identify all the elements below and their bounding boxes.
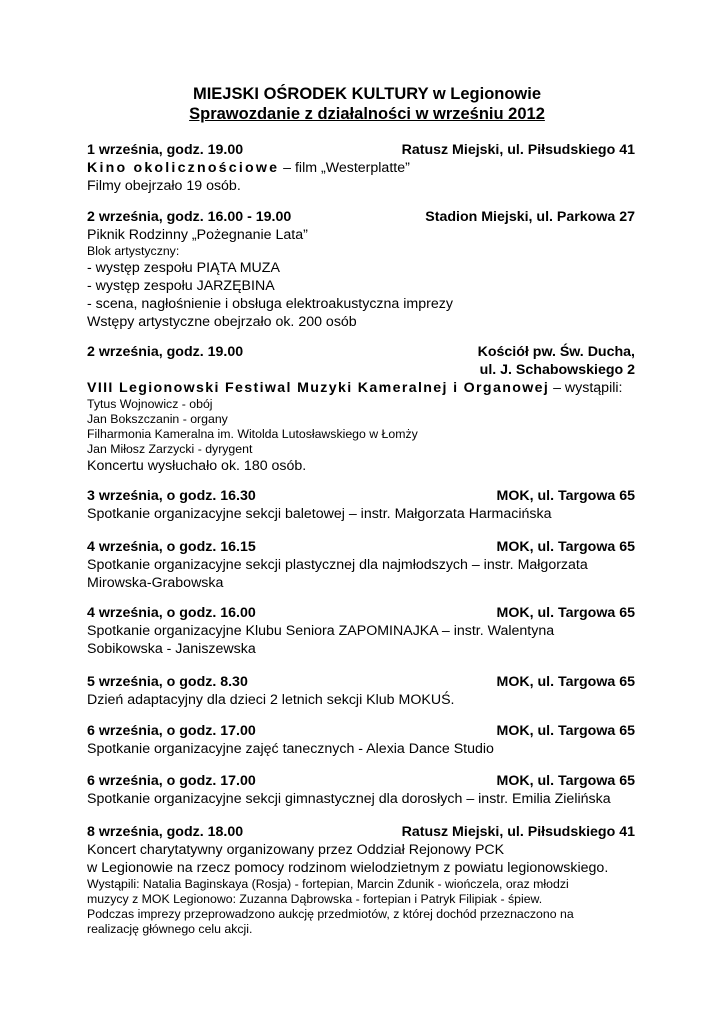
event-text-line: Spotkanie organizacyjne sekcji plastycznej dla najmłodszych – instr. Małgorzata	[87, 557, 588, 573]
event-small-line: Blok artystyczny:	[87, 244, 180, 258]
event-title-suffix: – wystąpili:	[549, 380, 623, 396]
event-entry	[87, 538, 635, 592]
event-text-line: Dzień adaptacyjny dla dzieci 2 letnich sekcji Klub MOKUŚ.	[87, 692, 455, 708]
event-title: VIII Legionowski Festiwal Muzyki Kameralnej i Organowej	[87, 380, 550, 396]
event-entry	[87, 673, 635, 709]
event-location: MOK, ul. Targowa 65	[496, 773, 635, 789]
event-small-line: Filharmonia Kameralna im. Witolda Lutosławskiego w Łomży	[87, 427, 418, 441]
event-small-line: Jan Miłosz Zarzycki - dyrygent	[87, 442, 253, 456]
event-text-line: - scena, nagłośnienie i obsługa elektroakustyczna imprezy	[87, 296, 453, 312]
document-subtitle: Sprawozdanie z działalności w wrześniu 2012	[189, 105, 545, 123]
event-text-line: Spotkanie organizacyjne zajęć tanecznych - Alexia Dance Studio	[87, 741, 494, 757]
event-location: MOK, ul. Targowa 65	[496, 674, 635, 690]
event-text-line: Mirowska-Grabowska	[87, 575, 224, 591]
event-text-line: Koncert charytatywny organizowany przez Oddział Rejonowy PCK	[87, 842, 505, 858]
event-location: MOK, ul. Targowa 65	[496, 488, 635, 504]
event-text-line: Piknik Rodzinny „Pożegnanie Lata”	[87, 227, 308, 243]
event-text-line: Sobikowska - Janiszewska	[87, 641, 256, 657]
event-location: MOK, ul. Targowa 65	[496, 723, 635, 739]
event-entry	[87, 487, 635, 523]
event-date: 4 września, o godz. 16.00	[87, 605, 256, 621]
event-text-line: - występ zespołu PIĄTA MUZA	[87, 260, 280, 276]
event-entry	[87, 141, 635, 195]
event-title-line	[87, 379, 635, 397]
event-small-line: realizację głównego celu akcji.	[87, 922, 253, 936]
event-location-line-1: Kościół pw. Św. Ducha,	[477, 344, 635, 360]
event-small-line: Jan Bokszczanin - organy	[87, 412, 228, 426]
event-text-line: Spotkanie organizacyjne Klubu Seniora ZAPOMINAJKA – instr. Walentyna	[87, 623, 555, 639]
event-entry	[87, 722, 635, 758]
event-date: 6 września, o godz. 17.00	[87, 773, 256, 789]
event-location-line-2: ul. J. Schabowskiego 2	[479, 362, 635, 378]
event-location: Stadion Miejski, ul. Parkowa 27	[425, 209, 635, 225]
document-title: MIEJSKI OŚRODEK KULTURY w Legionowie	[192, 85, 542, 103]
event-date: 3 września, o godz. 16.30	[87, 488, 256, 504]
event-title-suffix: – film „Westerplatte”	[279, 160, 410, 176]
event-small-line: Tytus Wojnowicz - obój	[87, 397, 213, 411]
event-entry	[87, 772, 635, 808]
event-location: Ratusz Miejski, ul. Piłsudskiego 41	[401, 142, 635, 158]
event-location: MOK, ul. Targowa 65	[496, 539, 635, 555]
event-date: 4 września, o godz. 16.15	[87, 539, 256, 555]
event-small-line: Wystąpili: Natalia Baginskaya (Rosja) - fortepian, Marcin Zdunik - wiończela, oraz młodzi	[87, 877, 569, 891]
document-header	[0, 84, 724, 124]
event-text-line: Koncertu wysłuchało ok. 180 osób.	[87, 458, 307, 474]
event-text-line: Wstępy artystyczne obejrzało ok. 200 osób	[87, 314, 357, 330]
event-title-line	[87, 159, 635, 177]
event-date: 2 września, godz. 16.00 - 19.00	[87, 209, 292, 225]
event-small-line: Podczas imprezy przeprowadzono aukcję przedmiotów, z której dochód przeznaczono na	[87, 907, 574, 921]
event-date: 8 września, godz. 18.00	[87, 824, 244, 840]
event-text-line: w Legionowie na rzecz pomocy rodzinom wielodzietnym z powiatu legionowskiego.	[87, 860, 609, 876]
event-text-line: - występ zespołu JARZĘBINA	[87, 278, 275, 294]
event-text-line: Spotkanie organizacyjne sekcji baletowej – instr. Małgorzata Harmacińska	[87, 506, 552, 522]
event-title: Kino okolicznościowe	[87, 160, 280, 176]
event-date: 6 września, o godz. 17.00	[87, 723, 256, 739]
event-date: 1 września, godz. 19.00	[87, 142, 244, 158]
event-small-line: muzycy z MOK Legionowo: Zuzanna Dąbrowska - fortepian i Patryk Filipiak - śpiew.	[87, 892, 543, 906]
event-location: MOK, ul. Targowa 65	[496, 605, 635, 621]
event-entry	[87, 343, 635, 475]
event-entry	[87, 604, 635, 658]
event-date: 5 września, o godz. 8.30	[87, 674, 248, 690]
event-text-line: Spotkanie organizacyjne sekcji gimnastycznej dla dorosłych – instr. Emilia Zielińska	[87, 791, 611, 807]
event-entry	[87, 208, 635, 331]
event-text-line: Filmy obejrzało 19 osób.	[87, 178, 241, 194]
event-date: 2 września, godz. 19.00	[87, 344, 244, 360]
event-entry	[87, 823, 635, 937]
event-location: Ratusz Miejski, ul. Piłsudskiego 41	[401, 824, 635, 840]
